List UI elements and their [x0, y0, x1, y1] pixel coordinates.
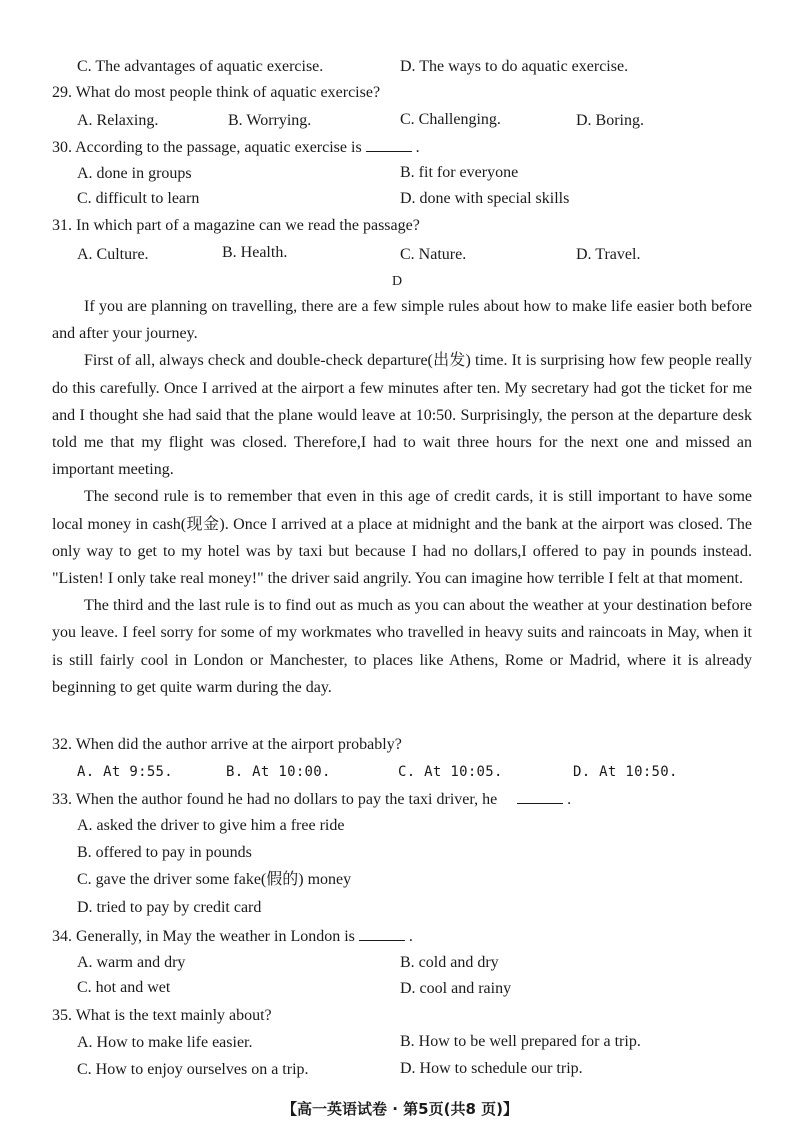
q34-option-a: A. warm and dry — [77, 954, 186, 971]
q35-option-a: A. How to make life easier. — [77, 1034, 253, 1051]
q30-stem-text: 30. According to the passage, aquatic exercise is — [52, 139, 362, 156]
q35-option-c: C. How to enjoy ourselves on a trip. — [77, 1061, 309, 1078]
q32-option-d: D. At 10:50. — [573, 764, 678, 780]
q34-option-c: C. hot and wet — [77, 979, 171, 996]
q32-option-a: A. At 9:55. — [77, 764, 174, 780]
q33-option-b: B. offered to pay in pounds — [77, 844, 252, 861]
q33-stem-text: 33. When the author found he had no dollars to pay the taxi driver, he — [52, 791, 498, 808]
passage-paragraph: If you are planning on travelling, there are a few simple rules about how to make life easier both before and after your journey. — [52, 298, 752, 343]
q30-option-d: D. done with special skills — [400, 190, 570, 207]
passage — [52, 293, 752, 701]
q35-option-d: D. How to schedule our trip. — [400, 1060, 583, 1077]
q29-option-a: A. Relaxing. — [77, 112, 159, 129]
passage-paragraph: The second rule is to remember that even in this age of credit cards, it is still important to have some local money in cash(现金). Once I arrived at a place at midnight and the bank at the airport was closed. The only way to get to my hotel was by taxi but because I had no dollars,I offered to pay in pounds instead. "Listen! I only take real money!" the driver said angrily. You can imagine how terrible I felt at that moment. — [52, 488, 752, 588]
q28-option-c: C. The advantages of aquatic exercise. — [77, 58, 324, 75]
q29-stem: 29. What do most people think of aquatic exercise? — [52, 84, 381, 101]
q32-option-c: C. At 10:05. — [398, 764, 503, 780]
answer-blank — [366, 137, 412, 152]
q31-option-c: C. Nature. — [400, 246, 467, 263]
q32-stem: 32. When did the author arrive at the airport probably? — [52, 736, 402, 753]
q30-stem: 30. According to the passage, aquatic exercise is . — [52, 139, 420, 156]
section-label: D — [392, 274, 403, 289]
q35-stem: 35. What is the text mainly about? — [52, 1007, 272, 1024]
passage-paragraph: The third and the last rule is to find out as much as you can about the weather at your destination before you leave. I feel sorry for some of my workmates who travelled in heavy suits and raincoats in May, when it is still fairly cool in London or Manchester, to places like Athens, Rome or Madrid, where it is already beginning to get quite warm during the day. — [52, 597, 752, 696]
q31-stem: 31. In which part of a magazine can we read the passage? — [52, 217, 420, 234]
q29-option-b: B. Worrying. — [228, 112, 312, 129]
q31-option-d: D. Travel. — [576, 246, 641, 263]
q30-option-a: A. done in groups — [77, 165, 192, 182]
q28-option-d: D. The ways to do aquatic exercise. — [400, 58, 629, 75]
q34-option-b: B. cold and dry — [400, 954, 499, 971]
q29-option-c: C. Challenging. — [400, 111, 501, 128]
q30-option-b: B. fit for everyone — [400, 164, 519, 181]
page-footer: 【高一英语试卷 · 第5页(共8 页)】 — [282, 1100, 518, 1118]
q33-option-d: D. tried to pay by credit card — [77, 899, 262, 916]
q34-option-d: D. cool and rainy — [400, 980, 512, 997]
q33-stem: 33. When the author found he had no dollars to pay the taxi driver, he . — [52, 791, 572, 808]
q35-option-b: B. How to be well prepared for a trip. — [400, 1033, 641, 1050]
answer-blank — [359, 926, 405, 941]
q32-option-b: B. At 10:00. — [226, 764, 331, 780]
q29-option-d: D. Boring. — [576, 112, 644, 129]
q34-stem-text: 34. Generally, in May the weather in London is — [52, 928, 355, 945]
answer-blank — [517, 789, 563, 804]
q34-stem: 34. Generally, in May the weather in London is . — [52, 928, 413, 945]
q30-option-c: C. difficult to learn — [77, 190, 200, 207]
q31-option-b: B. Health. — [222, 244, 288, 261]
q31-option-a: A. Culture. — [77, 246, 149, 263]
passage-paragraph: First of all, always check and double-check departure(出发) time. It is surprising how few people really do this carefully. Once I arrived at the airport a few minutes after ten. My secretary had got the ticket for me and I thought she had said that the plane would leave at 10:50. Surprisingly, the person at the departure desk told me that my flight was closed. Therefore,I had to wait three hours for the next one and missed an important meeting. — [52, 352, 752, 479]
q33-option-a: A. asked the driver to give him a free ride — [77, 817, 345, 834]
q33-option-c: C. gave the driver some fake(假的) money — [77, 871, 352, 888]
